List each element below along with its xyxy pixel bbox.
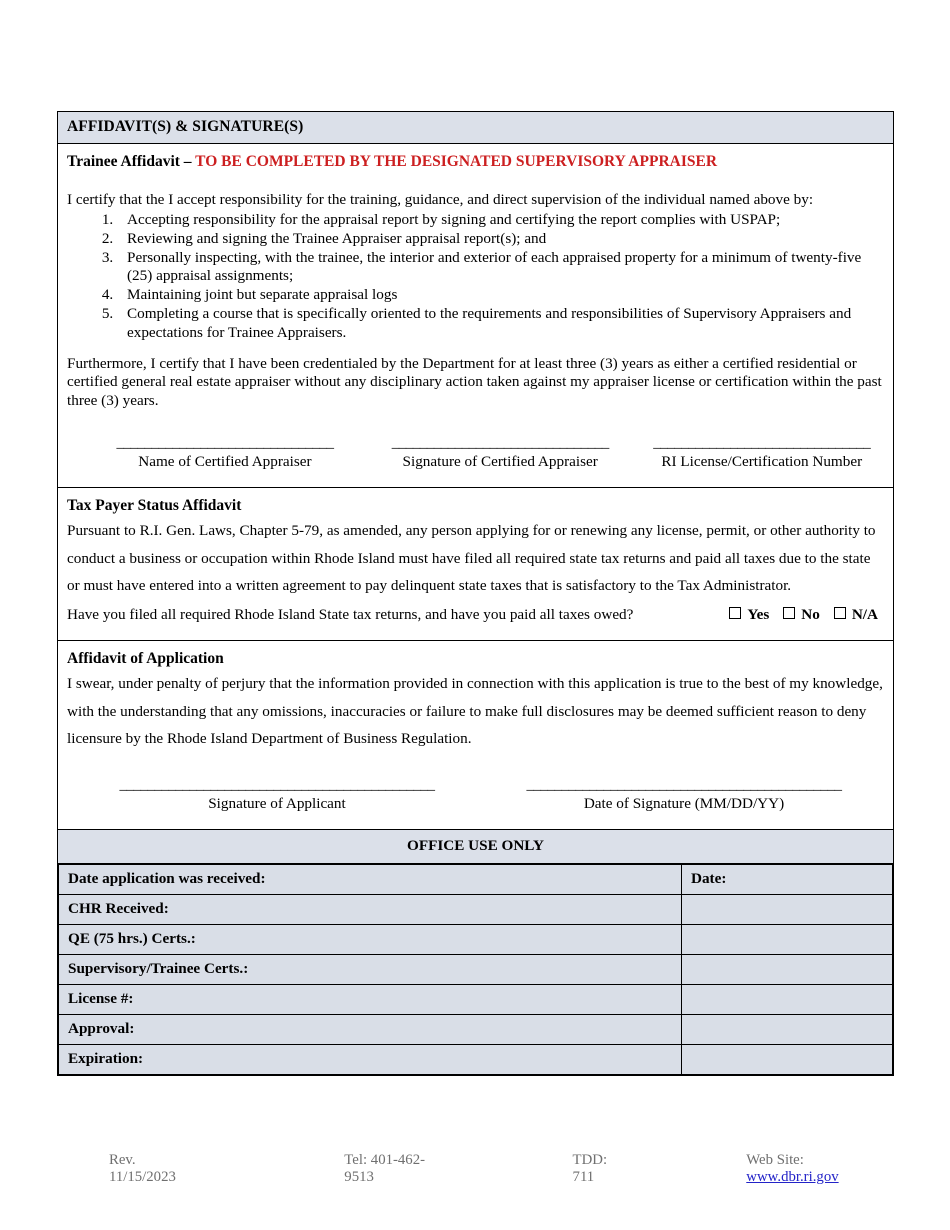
- spacer: [67, 813, 884, 819]
- applicant-signature-row: [67, 779, 884, 814]
- name-of-certified-appraiser-field[interactable]: [81, 437, 369, 472]
- spacer: [67, 173, 884, 191]
- office-row-label: License #:: [59, 985, 682, 1015]
- spacer: [67, 343, 884, 355]
- tax-option-yes[interactable]: [729, 606, 769, 624]
- footer-website-link[interactable]: www.dbr.ri.gov: [746, 1169, 839, 1185]
- trainee-affidavit-title-black: Trainee Affidavit –: [67, 153, 196, 170]
- footer-telephone: Tel: 401-462-9513: [344, 1152, 426, 1185]
- table-row: [59, 1045, 893, 1075]
- checkbox-icon[interactable]: [729, 607, 741, 619]
- table-row: [59, 925, 893, 955]
- affidavit-of-application-body: I swear, under penalty of perjury that the information provided in connection with this application is true to the best of my knowledge, with the understanding that any omissions, inaccuracies or failure to make full disclosures may be deemed sufficient reason to deny licensure by the Rhode Island Department of Business Regulation.: [67, 674, 883, 748]
- office-row-value[interactable]: [682, 1045, 893, 1075]
- trainee-affidavit-furthermore: Furthermore, I certify that I have been credentialed by the Department for at least three (3) years as either a certified residential or certified general real estate appraiser without any disciplinary action taken against my appraiser license or certification within the past three (3) years.: [67, 354, 882, 409]
- office-row-label: CHR Received:: [59, 895, 682, 925]
- signature-rule: _____________________________________________: [119, 778, 435, 793]
- trainee-affidavit-title-red: TO BE COMPLETED BY THE DESIGNATED SUPERVISORY APPRAISER: [195, 153, 718, 170]
- tax-option-label: Yes: [747, 605, 770, 623]
- footer-tdd: TDD: 711: [572, 1152, 608, 1185]
- table-row: [59, 1015, 893, 1045]
- ri-license-number-field[interactable]: [640, 437, 885, 472]
- signature-label: Date of Signature (MM/DD/YY): [583, 795, 785, 813]
- footer-website: [746, 1152, 897, 1186]
- office-row-label: Expiration:: [59, 1045, 682, 1075]
- checkbox-icon[interactable]: [783, 607, 795, 619]
- certified-appraiser-signature-row: [67, 437, 884, 472]
- office-row-value[interactable]: [682, 925, 893, 955]
- office-row-value[interactable]: [682, 985, 893, 1015]
- signature-rule: _____________________________________________: [526, 778, 842, 793]
- signature-rule: _______________________________: [391, 436, 609, 451]
- office-use-only-banner: OFFICE USE ONLY: [58, 829, 893, 864]
- table-row: [59, 985, 893, 1015]
- office-row-value[interactable]: [682, 1015, 893, 1045]
- spacer: [67, 624, 884, 630]
- table-row: [59, 865, 893, 895]
- office-use-table: [58, 864, 893, 1075]
- page-footer: [57, 1152, 897, 1186]
- table-row: [59, 955, 893, 985]
- tax-returns-options: [729, 606, 884, 624]
- office-row-label: Supervisory/Trainee Certs.:: [59, 955, 682, 985]
- signature-label: Signature of Applicant: [208, 795, 346, 813]
- office-row-value[interactable]: Date:: [682, 865, 893, 895]
- table-row: [59, 895, 893, 925]
- affidavit-of-application-title: Affidavit of Application: [67, 649, 224, 667]
- checkbox-icon[interactable]: [834, 607, 846, 619]
- signature-rule: _______________________________: [116, 436, 334, 451]
- trainee-responsibility-list: [67, 211, 884, 343]
- footer-website-label: Web Site:: [746, 1152, 804, 1168]
- list-item: 3. Personally inspecting, with the trainee, the interior and exterior of each appraised property for a minimum of twenty-five (25) appraisal assignments;: [117, 249, 884, 286]
- tax-payer-status-section: [58, 487, 893, 640]
- tax-returns-question-row: [67, 606, 884, 624]
- signature-label: Name of Certified Appraiser: [138, 453, 312, 471]
- tax-option-label: N/A: [851, 605, 878, 623]
- tax-payer-status-body: Pursuant to R.I. Gen. Laws, Chapter 5-79, as amended, any person applying for or renewing any license, permit, or other authority to conduct a business or occupation within Rhode Island must have filed all required state tax returns and paid all taxes due to the state or must have entered into a written agreement to pay delinquent state taxes that is satisfactory to the Tax Administrator.: [67, 522, 876, 595]
- office-row-value[interactable]: [682, 955, 893, 985]
- list-item: 1. Accepting responsibility for the appraisal report by signing and certifying the report complies with USPAP;: [117, 211, 884, 230]
- affidavit-of-application-section: [58, 640, 893, 829]
- list-item: 2. Reviewing and signing the Trainee Appraiser appraisal report(s); and: [117, 230, 884, 249]
- office-row-label: Approval:: [59, 1015, 682, 1045]
- spacer: [67, 471, 884, 477]
- signature-label: Signature of Certified Appraiser: [402, 453, 598, 471]
- trainee-affidavit-intro: I certify that the I accept responsibility for the training, guidance, and direct supervision of the individual named above by:: [67, 191, 814, 208]
- office-row-value[interactable]: [682, 895, 893, 925]
- trainee-affidavit-section: [58, 144, 893, 487]
- affidavit-form: [57, 111, 894, 1076]
- list-item: 5. Completing a course that is specifically oriented to the requirements and responsibilities of Supervisory Appraisers and expectations for Trainee Appraisers.: [117, 305, 884, 342]
- tax-option-no[interactable]: [783, 606, 820, 624]
- footer-revision: Rev. 11/15/2023: [109, 1152, 176, 1185]
- signature-rule: _______________________________: [653, 436, 871, 451]
- tax-payer-status-title: Tax Payer Status Affidavit: [67, 497, 242, 515]
- list-item: 4. Maintaining joint but separate appraisal logs: [117, 286, 884, 305]
- office-row-label: Date application was received:: [59, 865, 682, 895]
- signature-of-certified-appraiser-field[interactable]: [383, 437, 618, 472]
- signature-of-applicant-field[interactable]: [102, 779, 452, 814]
- tax-returns-question-label: Have you filed all required Rhode Island State tax returns, and have you paid all taxes owed?: [67, 605, 634, 623]
- office-row-label: QE (75 hrs.) Certs.:: [59, 925, 682, 955]
- affidavits-signatures-banner: AFFIDAVIT(S) & SIGNATURE(S): [58, 112, 893, 144]
- tax-option-na[interactable]: [834, 606, 878, 624]
- trainee-affidavit-title: [67, 153, 884, 171]
- signature-label: RI License/Certification Number: [661, 453, 863, 471]
- date-of-signature-field[interactable]: [504, 779, 864, 814]
- tax-option-label: No: [801, 605, 820, 623]
